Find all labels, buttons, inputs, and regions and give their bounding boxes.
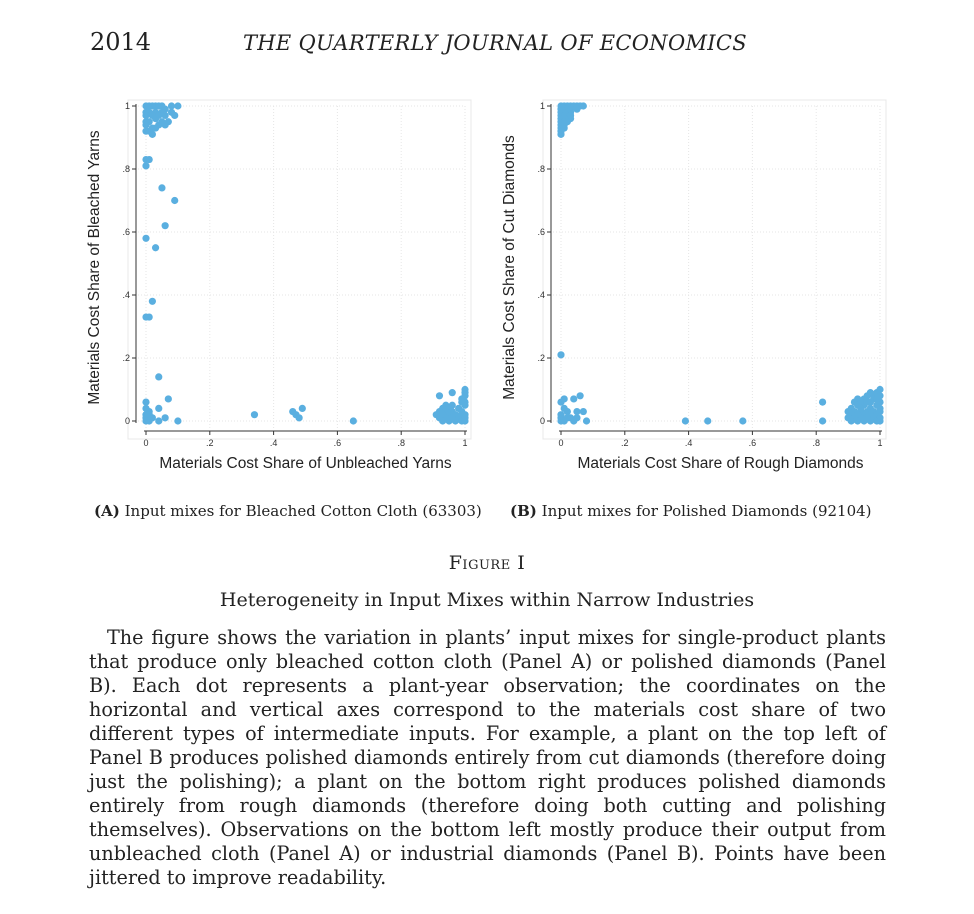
panel-b-data-point <box>557 131 564 138</box>
panel-a-data-point <box>155 405 162 412</box>
panel-b-caption-text: Input mixes for Polished Diamonds (92104) <box>541 502 872 520</box>
panel-a-data-point <box>165 395 172 402</box>
panel-a-data-point <box>152 124 159 131</box>
panel-a-data-point <box>155 373 162 380</box>
figure-title: Heterogeneity in Input Mixes within Narrow Industries <box>219 589 755 611</box>
panel-a-y-tick-label: .4 <box>122 290 130 300</box>
panel-a-data-point <box>146 156 153 163</box>
panel-b-caption <box>510 502 872 520</box>
panel-a-data-point <box>142 399 149 406</box>
panel-b-data-point <box>577 392 584 399</box>
panel-a-data-point <box>251 411 258 418</box>
panel-a-data-point <box>452 417 459 424</box>
panel-a-data-point <box>162 414 169 421</box>
panel-a-data-point <box>439 417 446 424</box>
panel-a-data-point <box>436 392 443 399</box>
journal-title: THE QUARTERLY JOURNAL OF ECONOMICS <box>243 31 747 55</box>
panel-a-y-tick-label: .6 <box>122 227 130 237</box>
scatter-plot-panel-a <box>80 95 480 480</box>
panel-a-data-point <box>152 244 159 251</box>
panel-a-data-point <box>146 411 153 418</box>
panel-b-data-point <box>682 417 689 424</box>
panel-a-data-point <box>142 235 149 242</box>
panel-b-x-tick-label: 0 <box>558 438 564 448</box>
panel-a-data-point <box>350 417 357 424</box>
panel-a-y-tick-label: 0 <box>124 416 130 426</box>
scatter-plot-panel-b <box>495 95 895 480</box>
panel-b-plot-frame <box>543 100 886 439</box>
panel-b-data-point <box>864 399 871 406</box>
panel-b-data-point <box>561 395 568 402</box>
panel-a-caption <box>94 502 482 520</box>
panel-a-data-point <box>149 131 156 138</box>
panel-b-y-tick-label: .2 <box>537 353 545 363</box>
panel-a-data-point <box>162 121 169 128</box>
panel-a-x-tick-label: .4 <box>269 438 278 448</box>
panel-a-data-point <box>461 402 468 409</box>
panel-a-x-tick-label: .6 <box>333 438 342 448</box>
panel-a-data-point <box>155 417 162 424</box>
panel-b-data-point <box>857 405 864 412</box>
panel-b-x-tick-label: .4 <box>684 438 693 448</box>
panel-a-data-point <box>146 313 153 320</box>
panel-b-data-point <box>873 395 880 402</box>
panel-a-data-point <box>162 222 169 229</box>
panel-b-data-point <box>854 417 861 424</box>
panel-b-data-point <box>573 106 580 113</box>
panel-a-data-point <box>445 417 452 424</box>
panel-a-y-tick-label: .8 <box>122 164 130 174</box>
panel-a-x-tick-label: 1 <box>462 438 468 448</box>
panel-a-data-point <box>449 389 456 396</box>
panel-a-data-point <box>149 298 156 305</box>
panel-b-data-point <box>704 417 711 424</box>
panel-a-data-point <box>142 162 149 169</box>
panel-b-data-point <box>848 417 855 424</box>
panel-a-data-point <box>171 197 178 204</box>
panel-b-data-point <box>573 408 580 415</box>
panel-a-data-point <box>171 112 178 119</box>
panel-a-data-point <box>168 102 175 109</box>
panel-a-data-point <box>296 414 303 421</box>
panel-b-y-tick-label: .6 <box>537 227 545 237</box>
panel-a-data-point <box>142 121 149 128</box>
panel-a-x-tick-label: .8 <box>397 438 405 448</box>
panel-a-data-point <box>142 112 149 119</box>
panel-a-plot-frame <box>128 100 471 439</box>
panel-b-data-point <box>573 414 580 421</box>
panel-b-x-tick-label: .6 <box>748 438 757 448</box>
figure-label: Figure I <box>448 552 526 574</box>
panel-b-x-tick-label: .2 <box>621 438 629 448</box>
panel-b-y-tick-label: .4 <box>537 290 545 300</box>
panel-a-x-tick-label: 0 <box>143 438 149 448</box>
panel-b-data-point <box>557 351 564 358</box>
panel-a-data-point <box>158 184 165 191</box>
panel-b-x-tick-label: .8 <box>812 438 820 448</box>
panel-b-data-point <box>580 408 587 415</box>
panel-b-x-tick-label: 1 <box>877 438 883 448</box>
panel-b-data-point <box>867 417 874 424</box>
panel-b-x-axis-label: Materials Cost Share of Rough Diamonds <box>577 455 864 472</box>
panel-a-data-point <box>174 102 181 109</box>
panel-b-data-point <box>580 102 587 109</box>
panel-b-y-tick-label: .8 <box>537 164 545 174</box>
panel-b-y-tick-label: 1 <box>539 101 545 111</box>
panel-a-y-tick-label: 1 <box>124 101 130 111</box>
panel-a-y-axis-label: Materials Cost Share of Bleached Yarns <box>86 130 103 405</box>
panel-b-data-point <box>819 399 826 406</box>
panel-b-data-point <box>570 395 577 402</box>
panel-b-data-point <box>819 417 826 424</box>
panel-a-y-tick-label: .2 <box>122 353 130 363</box>
panel-a-data-point <box>461 417 468 424</box>
panel-a-data-point <box>162 112 169 119</box>
panel-b-data-point <box>583 417 590 424</box>
panel-a-x-tick-label: .2 <box>206 438 214 448</box>
panel-b-y-tick-label: 0 <box>539 416 545 426</box>
page-number: 2014 <box>90 28 152 56</box>
panel-a-data-point <box>299 405 306 412</box>
panel-a-data-point <box>152 115 159 122</box>
panel-a-caption-text: Input mixes for Bleached Cotton Cloth (63303) <box>124 502 482 520</box>
figure-description-text: The figure shows the variation in plants’ input mixes for single-product plants that produce only bleached cotton cloth (Panel A) or polished diamonds (Panel B). Each dot represents a plant-year observation; the coordinates on the horizontal and vertical axes correspond to the materials cost share of two different types of intermediate inputs. For example, a plant on the top left of Panel B produces polished diamonds entirely from cut diamonds (therefore doing just the polishing); a plant on the bottom right produces polished diamonds entirely from rough diamonds (therefore doing both cutting and polishing themselves). Observations on the bottom left mostly produce their output from unbleached cloth (Panel A) or industrial diamonds (Panel B). Points have been jittered to improve readability. <box>89 626 886 889</box>
panel-b-data-point <box>739 417 746 424</box>
figure-description <box>89 626 886 890</box>
panel-b-letter: (B) <box>510 502 537 520</box>
panel-b-data-point <box>860 417 867 424</box>
panel-a-letter: (A) <box>94 502 120 520</box>
panel-b-data-point <box>564 408 571 415</box>
panel-b-data-point <box>876 417 883 424</box>
panel-b-y-axis-label: Materials Cost Share of Cut Diamonds <box>501 135 518 400</box>
panel-a-data-point <box>174 417 181 424</box>
panel-a-x-axis-label: Materials Cost Share of Unbleached Yarns <box>159 455 452 472</box>
